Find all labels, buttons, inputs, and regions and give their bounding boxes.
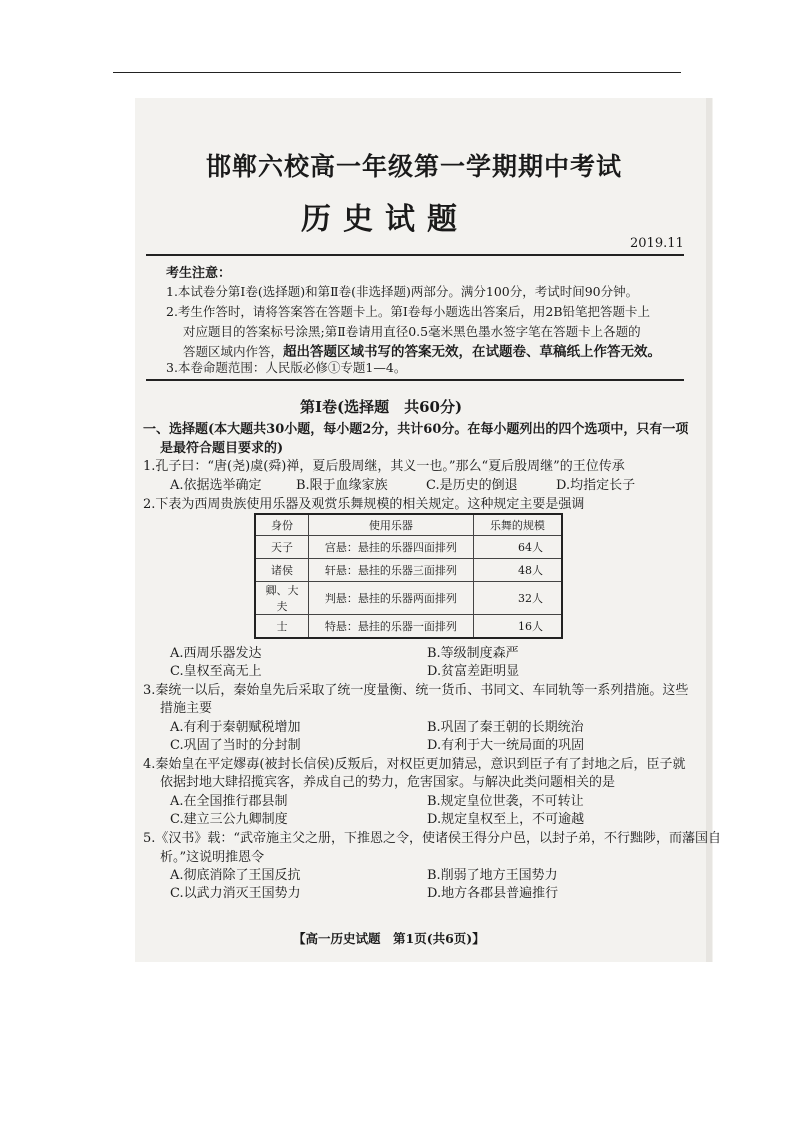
- q4-stem-1: 4.秦始皇在平定嫪毐(被封长信侯)反叛后，对权臣更加猜忌，意识到臣子有了封地之后，臣子就: [143, 757, 686, 772]
- cell-scale: 48人: [473, 559, 562, 582]
- table-header-row: [255, 514, 562, 536]
- exam-title: 邯郸六校高一年级第一学期期中考试: [206, 152, 623, 181]
- q3-stem-1: 3.秦统一以后，秦始皇先后采取了统一度量衡、统一货币、书同文、车同轨等一系列措施。这些: [143, 683, 689, 698]
- notice-item-2-cont: 对应题目的答案标号涂黑;第Ⅱ卷请用直径0.5毫米黑色墨水签字笔在答题卡上各题的: [183, 324, 641, 339]
- section-heading: 第Ⅰ卷(选择题 共60分): [300, 398, 463, 416]
- cell-identity: 士: [255, 615, 308, 639]
- cell-instruments: 特悬：悬挂的乐器一面排列: [308, 615, 473, 639]
- q5-option-c: C.以武力消灭王国势力: [170, 886, 301, 901]
- notice-title: 考生注意：: [166, 266, 232, 281]
- q5-option-a: A.彻底消除了王国反抗: [170, 868, 301, 883]
- subject-title: 历史试题: [301, 202, 469, 237]
- section-instruction-1: 一、选择题(本大题共30小题，每小题2分，共计60分。在每小题列出的四个选项中，只有一项: [143, 422, 689, 437]
- cell-instruments: 轩悬：悬挂的乐器三面排列: [308, 559, 473, 582]
- q2-option-d: D.贫富差距明显: [427, 664, 520, 679]
- cell-instruments: 宫悬：悬挂的乐器四面排列: [308, 536, 473, 559]
- q1-option-a: A.依据选举确定: [170, 478, 262, 493]
- notice-item-2-emphasis: 超出答题区域书写的答案无效，在试题卷、草稿纸上作答无效。: [283, 344, 662, 360]
- notice-item-2-end: [183, 340, 661, 360]
- cell-instruments: 判悬：悬挂的乐器两面排列: [308, 582, 473, 615]
- q3-option-a: A.有利于秦朝赋税增加: [170, 720, 301, 735]
- q5-stem-2: 析。”这说明推恩令: [160, 850, 265, 865]
- table-row: [255, 615, 562, 639]
- q2-option-b: B.等级制度森严: [427, 646, 519, 661]
- cell-scale: 64人: [473, 536, 562, 559]
- notice-item-3: 3.本卷命题范围：人民版必修①专题1—4。: [166, 360, 407, 375]
- cell-identity: 卿、大夫: [255, 582, 308, 615]
- notice-item-2: 2.考生作答时，请将答案答在答题卡上。第Ⅰ卷每小题选出答案后，用2B铅笔把答题卡上: [166, 304, 651, 319]
- table-row: [255, 536, 562, 559]
- header-scale: 乐舞的规模: [473, 514, 562, 536]
- q5-option-d: D.地方各郡县普遍推行: [427, 886, 559, 901]
- header-instruments: 使用乐器: [308, 514, 473, 536]
- q2-stem: 2.下表为西周贵族使用乐器及观赏乐舞规模的相关规定。这种规定主要是强调: [143, 497, 585, 512]
- q4-option-a: A.在全国推行郡县制: [170, 794, 288, 809]
- q1-option-b: B.限于血缘家族: [296, 478, 388, 493]
- notice-item-1: 1.本试卷分第Ⅰ卷(选择题)和第Ⅱ卷(非选择题)两部分。满分100分，考试时间90分钟。: [166, 284, 639, 299]
- q4-option-d: D.规定皇权至上，不可逾越: [427, 812, 585, 827]
- cell-scale: 32人: [473, 582, 562, 615]
- q3-stem-2: 措施主要: [160, 701, 213, 716]
- table-row: [255, 559, 562, 582]
- q2-option-c: C.皇权至高无上: [170, 664, 262, 679]
- q1-option-c: C.是历史的倒退: [426, 478, 518, 493]
- q1-option-d: D.均指定长子: [556, 478, 636, 493]
- q3-option-b: B.巩固了秦王朝的长期统治: [427, 720, 584, 735]
- q2-option-a: A.西周乐器发达: [170, 646, 262, 661]
- cell-scale: 16人: [473, 615, 562, 639]
- cell-identity: 诸侯: [255, 559, 308, 582]
- header-identity: 身份: [255, 514, 308, 536]
- cell-identity: 天子: [255, 536, 308, 559]
- q5-option-b: B.削弱了地方王国势力: [427, 868, 558, 883]
- top-rule: [113, 72, 681, 73]
- table-row: [255, 582, 562, 615]
- rites-table: [254, 513, 563, 639]
- section-instruction-2: 是最符合题目要求的): [160, 441, 284, 456]
- q4-option-c: C.建立三公九卿制度: [170, 812, 288, 827]
- q3-option-c: C.巩固了当时的分封制: [170, 738, 301, 753]
- q4-stem-2: 依据封地大肆招揽宾客，养成自己的势力，危害国家。与解决此类问题相关的是: [160, 775, 616, 790]
- q1-stem: 1.孔子曰：“唐(尧)虞(舜)禅，夏后殷周继，其义一也。”那么“夏后殷周继”的王位传承: [143, 459, 625, 474]
- notice-item-2-plain: 答题区域内作答，: [183, 344, 284, 359]
- q3-option-d: D.有利于大一统局面的巩固: [427, 738, 585, 753]
- exam-date: 2019.11: [630, 236, 684, 251]
- q4-option-b: B.规定皇位世袭，不可转让: [427, 794, 584, 809]
- q5-stem-1: 5.《汉书》载：“武帝施主父之册，下推恩之令，使诸侯王得分户邑，以封子弟，不行黜陟，而藩国自: [143, 831, 722, 846]
- page-footer: 【高一历史试题 第1页(共6页)】: [293, 931, 485, 946]
